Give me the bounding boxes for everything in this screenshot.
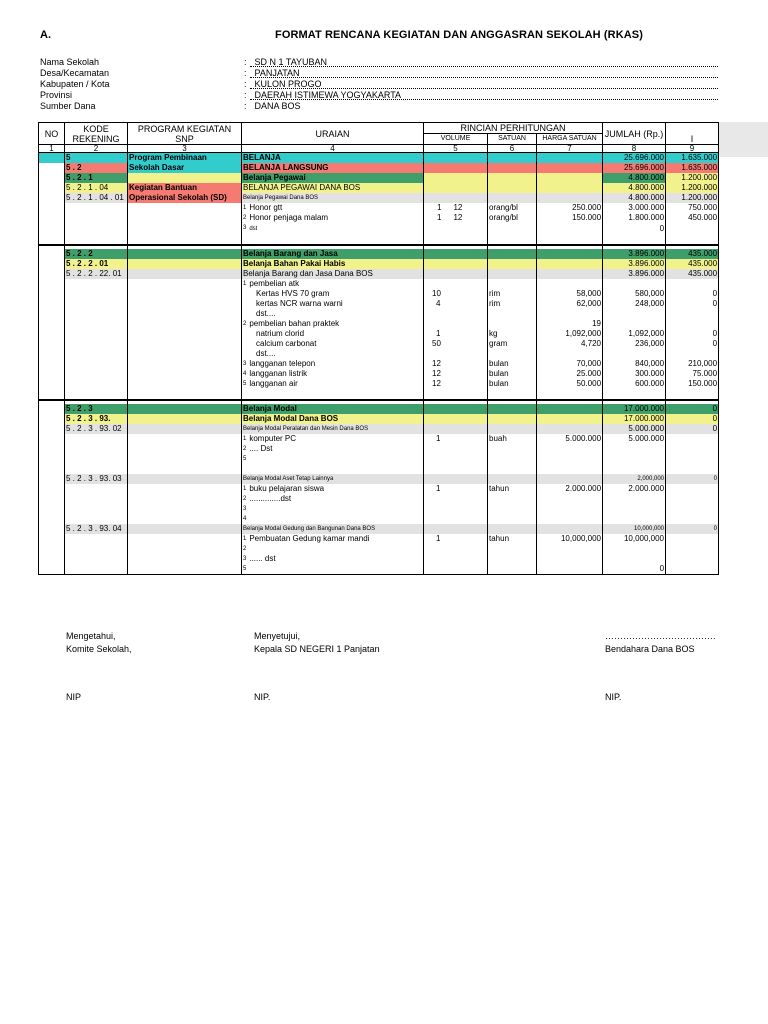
program-cell: Operasional Sekolah (SD) (128, 193, 242, 203)
jumlah-cell: 5.000.000 (603, 424, 666, 434)
harga-cell: 4,720 (537, 339, 603, 349)
uraian-cell: Belanja Bahan Pakai Habis (242, 259, 424, 269)
table-row (39, 464, 719, 474)
item-number: 2 (243, 496, 247, 502)
program-cell: Program Pembinaan (128, 153, 242, 164)
kode-cell: 5 . 2 . 1 . 04 (65, 183, 128, 193)
uraian-cell: .... Dst (249, 444, 273, 453)
i-cell: 435.000 (666, 259, 719, 269)
jumlah-cell: 2.000.000 (603, 484, 666, 494)
signature-middle (254, 630, 380, 656)
jumlah-cell: 3.896.000 (603, 249, 666, 259)
table-row (39, 474, 719, 484)
uraian-cell: komputer PC (249, 434, 297, 443)
jumlah-cell: 580,000 (603, 289, 666, 299)
signature-left-line1: Mengetahui, (66, 631, 116, 641)
meta-value-regency: KULON PROGO (254, 79, 322, 89)
jumlah-cell: 0 (603, 223, 666, 234)
item-number: 1 (243, 436, 247, 442)
kode-cell: 5 . 2 . 1 . 04 . 01 (65, 193, 128, 203)
i-cell: 435.000 (666, 249, 719, 259)
meta-value-fund-row: : DANA BOS (244, 101, 301, 111)
item-number: 3 (243, 506, 247, 512)
column-number: 3 (128, 145, 242, 153)
volume-months: 12 (453, 203, 463, 212)
uraian-cell: ..............dst (249, 494, 292, 503)
kode-cell: 5 . 2 . 3 (65, 404, 128, 414)
item-number: 1 (243, 205, 247, 211)
table-row (39, 173, 719, 183)
uraian-cell: ...... dst (249, 554, 276, 563)
uraian-cell: Honor gtt (249, 203, 283, 212)
jumlah-cell: 236,000 (603, 339, 666, 349)
dotted-line (250, 66, 718, 67)
jumlah-cell: 2,000,000 (603, 474, 666, 484)
jumlah-cell: 0 (603, 564, 666, 575)
i-cell: 1.635.000 (666, 163, 719, 173)
program-cell: Kegiatan Bantuan (128, 183, 242, 193)
table-row (39, 153, 719, 164)
jumlah-cell: 3.896.000 (603, 259, 666, 269)
table-row (39, 269, 719, 279)
volume-cell: 12 (424, 379, 488, 389)
header-program: PROGRAM KEGIATAN SNP (128, 123, 242, 145)
kode-cell: 5 . 2 . 3 . 93. 02 (65, 424, 128, 434)
jumlah-cell: 840,000 (603, 359, 666, 369)
volume-cell: 4 (424, 299, 488, 309)
table-row (39, 223, 719, 234)
item-number: 4 (243, 371, 247, 377)
table-row (39, 359, 719, 369)
jumlah-cell: 4.800.000 (603, 173, 666, 183)
meta-value-fund: DANA BOS (254, 101, 301, 111)
table-row (39, 414, 719, 424)
harga-cell: 1,092,000 (537, 329, 603, 339)
table-row (39, 369, 719, 379)
jumlah-cell: 25.696.000 (603, 153, 666, 164)
table-row (39, 504, 719, 514)
jumlah-cell: 17.000.000 (603, 414, 666, 424)
table-row (39, 379, 719, 389)
kode-cell: 5 . 2 . 2 . 22. 01 (65, 269, 128, 279)
harga-cell: 150.000 (537, 213, 603, 223)
i-cell: 750.000 (666, 203, 719, 213)
uraian-cell: pembelian bahan praktek (249, 319, 340, 328)
header-kode: KODE REKENING (65, 123, 128, 145)
nip-left: NIP (66, 692, 82, 702)
table-row (39, 259, 719, 269)
item-number: 2 (243, 321, 247, 327)
uraian-cell: pembelian atk (249, 279, 300, 288)
table-row (39, 404, 719, 414)
i-cell: 450.000 (666, 213, 719, 223)
item-number: 3 (243, 361, 247, 367)
table-row (39, 434, 719, 444)
harga-cell: 10,000,000 (537, 534, 603, 544)
column-number: 7 (537, 145, 603, 153)
item-number: 5 (243, 456, 247, 462)
harga-cell: 5.000.000 (537, 434, 603, 444)
signature-middle-line1: Menyetujui, (254, 631, 301, 641)
signature-middle-line2: Kepala SD NEGERI 1 Panjatan (254, 644, 380, 654)
document-title: FORMAT RENCANA KEGIATAN DAN ANGGASRAN SEKOLAH (RKAS) (275, 29, 643, 41)
table-row (39, 349, 719, 359)
item-number: 3 (243, 225, 247, 231)
table-row (39, 309, 719, 319)
uraian-cell: Belanja Modal Peralatan dan Mesin Dana BOS (242, 424, 424, 434)
harga-cell: 25.000 (537, 369, 603, 379)
satuan-cell: orang/bl (488, 203, 537, 213)
i-cell: 1.200.000 (666, 193, 719, 203)
harga-cell: 250.000 (537, 203, 603, 213)
table-row (39, 564, 719, 575)
item-number: 2 (243, 546, 247, 552)
volume-cell: 10 (424, 289, 488, 299)
item-number: 4 (243, 516, 247, 522)
table-row (39, 203, 719, 213)
meta-label-village: Desa/Kecamatan (40, 68, 110, 78)
i-cell: 0 (666, 424, 719, 434)
i-cell: 210,000 (666, 359, 719, 369)
table-row (39, 289, 719, 299)
jumlah-cell: 17.000.000 (603, 404, 666, 414)
header-jumlah: JUMLAH (Rp.) (603, 123, 666, 145)
rkas-table (38, 122, 719, 575)
uraian-cell: dst.... (242, 349, 424, 359)
uraian-cell: Honor penjaga malam (249, 213, 329, 222)
item-number: 1 (243, 536, 247, 542)
item-number: 3 (243, 556, 247, 562)
meta-value-province-row: : DAERAH ISTIMEWA YOGYAKARTA (244, 90, 402, 100)
uraian-cell: kertas NCR warna warni (242, 299, 424, 309)
satuan-cell: bulan (488, 369, 537, 379)
kode-cell: 5 . 2 (65, 163, 128, 173)
uraian-cell: Belanja Modal (242, 404, 424, 414)
item-number: 1 (243, 281, 247, 287)
table-row (39, 249, 719, 259)
signature-left-line2: Komite Sekolah, (66, 644, 132, 654)
table-row (39, 544, 719, 554)
uraian-cell: dst (249, 226, 258, 232)
kode-cell: 5 . 2 . 3 . 93. 03 (65, 474, 128, 484)
jumlah-cell: 4.800.000 (603, 193, 666, 203)
i-cell: 150.000 (666, 379, 719, 389)
table-row (39, 279, 719, 289)
i-cell: 1.200.000 (666, 173, 719, 183)
table-row (39, 444, 719, 454)
satuan-cell: buah (488, 434, 537, 444)
table-row (39, 213, 719, 223)
dotted-line (250, 88, 718, 89)
signature-right (605, 630, 716, 656)
signature-right-line2: Bendahara Dana BOS (605, 644, 695, 654)
uraian-cell: langganan telepon (249, 359, 316, 368)
satuan-cell: kg (488, 329, 537, 339)
column-number: 4 (242, 145, 424, 153)
nip-right: NIP. (605, 692, 622, 702)
i-cell: 0 (666, 524, 719, 534)
table-row (39, 299, 719, 309)
uraian-cell: Belanja Modal Gedung dan Bangunan Dana BOS (242, 524, 424, 534)
program-cell: Sekolah Dasar (128, 163, 242, 173)
uraian-cell: Belanja Modal Aset Tetap Lainnya (242, 474, 424, 484)
table-row (39, 424, 719, 434)
uraian-cell: Belanja Barang dan Jasa Dana BOS (242, 269, 424, 279)
i-cell: 1.200.000 (666, 183, 719, 193)
kode-cell: 5 . 2 . 2 . 01 (65, 259, 128, 269)
item-number: 2 (243, 215, 247, 221)
volume-cell: 1 (424, 329, 488, 339)
i-cell: 0 (666, 414, 719, 424)
satuan-cell: bulan (488, 379, 537, 389)
uraian-cell: Pembuatan Gedung kamar mandi (249, 534, 370, 543)
harga-cell: 58,000 (537, 289, 603, 299)
i-cell: 75.000 (666, 369, 719, 379)
i-cell: 435.000 (666, 269, 719, 279)
volume-cell: 1 (424, 434, 488, 444)
signature-right-line1: ………………………………. (605, 631, 716, 641)
satuan-cell: orang/bl (488, 213, 537, 223)
header-uraian: URAIAN (242, 123, 424, 145)
jumlah-cell: 25.696.000 (603, 163, 666, 173)
jumlah-cell: 10,000,000 (603, 534, 666, 544)
uraian-cell: calcium carbonat (242, 339, 424, 349)
table-row (39, 484, 719, 494)
satuan-cell: bulan (488, 359, 537, 369)
harga-cell: 62,000 (537, 299, 603, 309)
column-number: 9 (666, 145, 719, 153)
meta-label-fund: Sumber Dana (40, 101, 96, 111)
meta-value-village: PANJATAN (254, 68, 300, 78)
table-row (39, 193, 719, 203)
kode-cell: 5 . 2 . 2 (65, 249, 128, 259)
table-row (39, 494, 719, 504)
i-cell: 0 (666, 329, 719, 339)
uraian-cell: BELANJA PEGAWAI DANA BOS (242, 183, 424, 193)
section-label: A. (40, 29, 51, 41)
volume-months: 12 (453, 213, 463, 222)
volume-cell: 50 (424, 339, 488, 349)
column-number: 6 (488, 145, 537, 153)
jumlah-cell: 3.000.000 (603, 203, 666, 213)
table-row (39, 234, 719, 245)
satuan-cell: gram (488, 339, 537, 349)
volume-cell: 12 (424, 359, 488, 369)
kode-cell: 5 . 2 . 3 . 93. (65, 414, 128, 424)
i-cell: 0 (666, 289, 719, 299)
volume-cell: 1 (437, 203, 442, 212)
meta-label-province: Provinsi (40, 90, 73, 100)
uraian-cell: langganan air (249, 379, 298, 388)
header-i: I (666, 123, 719, 145)
table-row (39, 339, 719, 349)
table-row (39, 514, 719, 524)
uraian-cell: BELANJA LANGSUNG (242, 163, 424, 173)
nip-middle: NIP. (254, 692, 271, 702)
jumlah-cell: 3.896.000 (603, 269, 666, 279)
jumlah-cell: 600.000 (603, 379, 666, 389)
header-harga: HARGA SATUAN (537, 134, 603, 145)
header-satuan: SATUAN (488, 134, 537, 145)
item-number: 5 (243, 566, 247, 572)
satuan-cell: rim (488, 289, 537, 299)
jumlah-cell: 5.000.000 (603, 434, 666, 444)
dotted-line (250, 77, 718, 78)
table-row (39, 554, 719, 564)
item-number: 2 (243, 446, 247, 452)
jumlah-cell: 4.800.000 (603, 183, 666, 193)
jumlah-cell: 1.800.000 (603, 213, 666, 223)
table-row (39, 319, 719, 329)
table-row (39, 534, 719, 544)
harga-cell: 70,000 (537, 359, 603, 369)
table-row (39, 454, 719, 464)
harga-cell: 2.000.000 (537, 484, 603, 494)
harga-cell: 50.000 (537, 379, 603, 389)
header-row (39, 123, 719, 134)
column-number-row (39, 145, 719, 153)
jumlah-cell: 300.000 (603, 369, 666, 379)
table-row (39, 524, 719, 534)
signature-left (66, 630, 132, 656)
uraian-cell: langganan listrik (249, 369, 308, 378)
table-row (39, 329, 719, 339)
column-number: 5 (424, 145, 488, 153)
header-volume: VOLUME (424, 134, 488, 145)
meta-value-regency-row: : KULON PROGO (244, 79, 322, 89)
uraian-cell: dst.... (242, 309, 424, 319)
meta-label-school: Nama Sekolah (40, 57, 100, 67)
i-cell: 1.635.000 (666, 153, 719, 164)
meta-value-school: SD N 1 TAYUBAN (254, 57, 328, 67)
volume-cell: 1 (424, 484, 488, 494)
i-cell: 0 (666, 404, 719, 414)
satuan-cell: tahun (488, 484, 537, 494)
meta-value-village-row: : PANJATAN (244, 68, 300, 78)
table-row (39, 389, 719, 400)
kode-cell: 5 (65, 153, 128, 164)
uraian-cell: BELANJA (242, 153, 424, 164)
uraian-cell: buku pelajaran siswa (249, 484, 325, 493)
table-row (39, 163, 719, 173)
header-rincian: RINCIAN PERHITUNGAN (424, 123, 603, 134)
volume-cell: 1 (437, 213, 442, 222)
column-number: 1 (39, 145, 65, 153)
uraian-cell: Kertas HVS 70 gram (242, 289, 424, 299)
uraian-cell: Belanja Barang dan Jasa (242, 249, 424, 259)
header-no: NO (39, 123, 65, 145)
kode-cell: 5 . 2 . 3 . 93. 04 (65, 524, 128, 534)
table-row (39, 183, 719, 193)
harga-cell: 19 (537, 319, 603, 329)
volume-cell: 1 (424, 534, 488, 544)
jumlah-cell: 10,000,000 (603, 524, 666, 534)
grey-tab (718, 122, 768, 157)
satuan-cell: rim (488, 299, 537, 309)
column-number: 2 (65, 145, 128, 153)
item-number: 5 (243, 381, 247, 387)
dotted-line (250, 99, 718, 100)
uraian-cell: Belanja Modal Dana BOS (242, 414, 424, 424)
meta-value-school-row: : SD N 1 TAYUBAN (244, 57, 328, 67)
kode-cell: 5 . 2 . 1 (65, 173, 128, 183)
i-cell: 0 (666, 339, 719, 349)
i-cell: 0 (666, 299, 719, 309)
column-number: 8 (603, 145, 666, 153)
satuan-cell: tahun (488, 534, 537, 544)
jumlah-cell: 1,092,000 (603, 329, 666, 339)
meta-value-province: DAERAH ISTIMEWA YOGYAKARTA (254, 90, 402, 100)
item-number: 1 (243, 486, 247, 492)
uraian-cell: Belanja Pegawai Dana BOS (242, 193, 424, 203)
uraian-cell: natrium clorid (242, 329, 424, 339)
jumlah-cell: 248,000 (603, 299, 666, 309)
i-cell: 0 (666, 474, 719, 484)
meta-label-regency: Kabupaten / Kota (40, 79, 110, 89)
volume-cell: 12 (424, 369, 488, 379)
uraian-cell: Belanja Pegawai (242, 173, 424, 183)
